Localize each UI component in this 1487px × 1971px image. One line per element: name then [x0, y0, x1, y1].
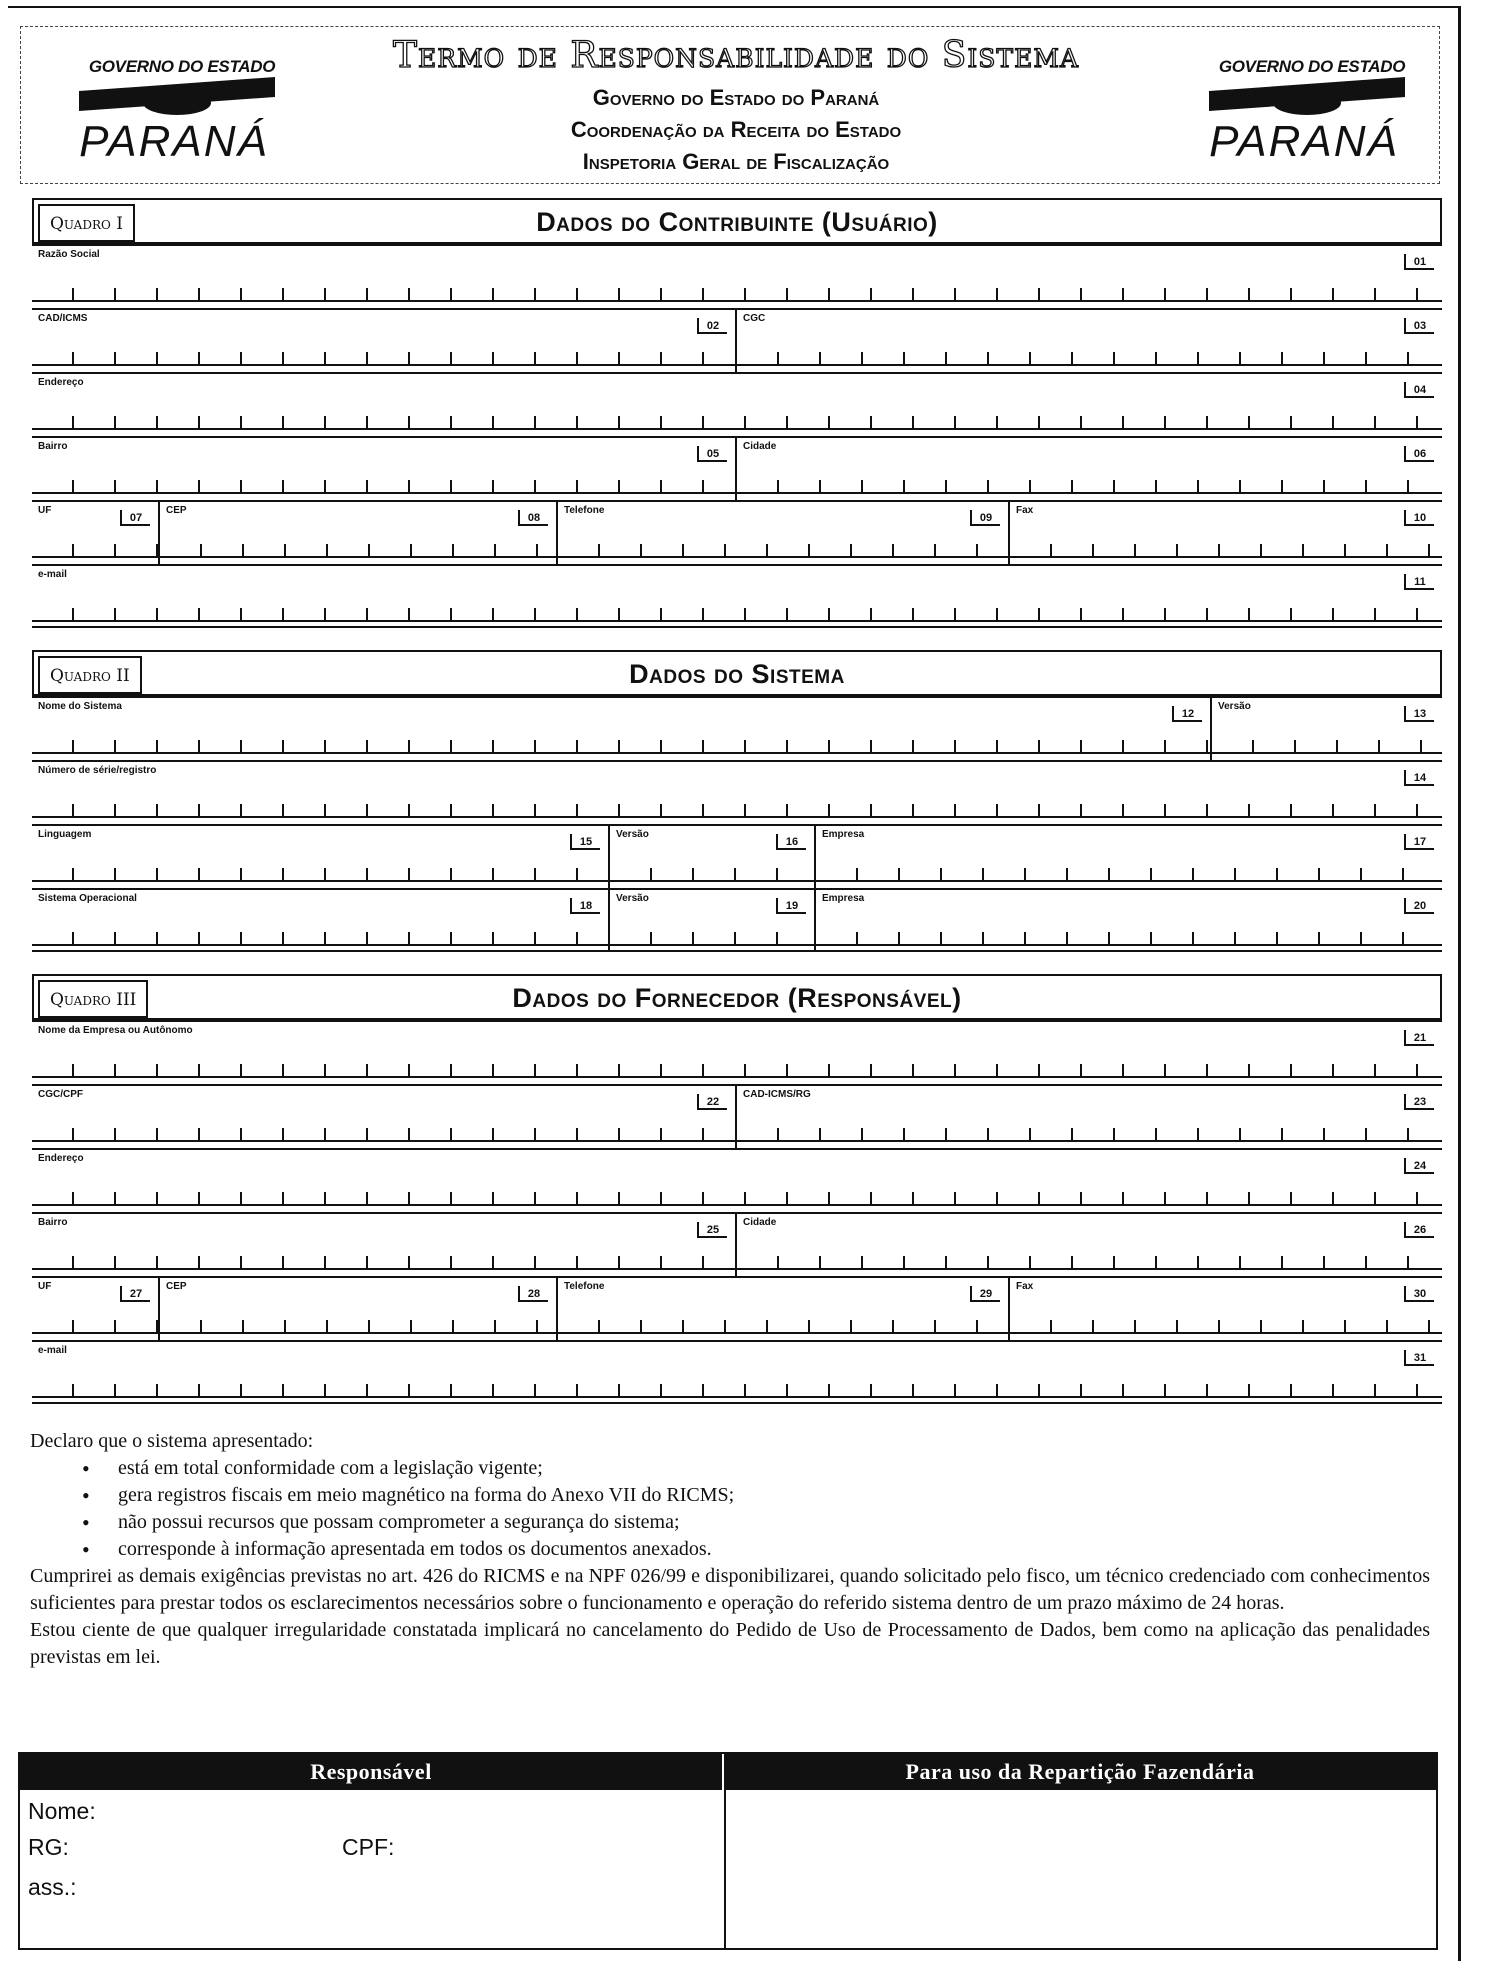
- field-number: 03: [1404, 318, 1434, 334]
- field-label: Número de série/registro: [38, 765, 157, 776]
- declaration-bullet: • está em total conformidade com a legislação vigente;: [82, 1455, 1430, 1482]
- field-uf[interactable]: [32, 1278, 158, 1340]
- character-ticks: [32, 928, 608, 946]
- field-versao-so[interactable]: [608, 890, 814, 952]
- field-cad-icms-rg[interactable]: [735, 1086, 1442, 1148]
- field-number: 02: [697, 318, 727, 334]
- field-row: [32, 1148, 1442, 1212]
- quadro-sistema: [22, 650, 1442, 972]
- quadro-tag: Quadro III: [38, 980, 148, 1018]
- field-label: Endereço: [38, 377, 84, 388]
- quadro-tag: Quadro I: [38, 204, 135, 242]
- signature-field[interactable]: ass.:: [28, 1874, 77, 1900]
- field-number: 26: [1404, 1222, 1434, 1238]
- field-label: CEP: [166, 1281, 187, 1292]
- form-header: [20, 26, 1440, 184]
- field-numero-serie[interactable]: [32, 762, 1442, 824]
- quadro-title: Dados do Contribuinte (Usuário): [536, 207, 938, 237]
- field-number: 07: [120, 510, 150, 526]
- field-telefone[interactable]: [556, 1278, 1008, 1340]
- field-number: 14: [1404, 770, 1434, 786]
- field-cep[interactable]: [158, 1278, 556, 1340]
- field-razao-social[interactable]: [32, 246, 1442, 308]
- field-row: [32, 760, 1442, 824]
- logo-gov-text: GOVERNO DO ESTADO: [88, 57, 276, 76]
- reparticao-header: Para uso da Repartição Fazendária: [724, 1754, 1436, 1790]
- character-ticks: [32, 348, 735, 366]
- parana-flag-icon: [1209, 77, 1409, 121]
- responsavel-header: Responsável: [20, 1754, 724, 1790]
- field-number: 05: [697, 446, 727, 462]
- character-ticks: [32, 1060, 1442, 1078]
- field-number: 17: [1404, 834, 1434, 850]
- declaration-paragraph-2: Estou ciente de que qualquer irregularidade constatada implicará no cancelamento do Pedido de Uso de Processamento de Dados, bem como na aplicação das penalidades previstas em lei.: [30, 1619, 1430, 1668]
- field-empresa-so[interactable]: [814, 890, 1442, 952]
- field-label: Fax: [1016, 505, 1034, 516]
- field-linguagem[interactable]: [32, 826, 608, 888]
- field-number: 15: [570, 834, 600, 850]
- character-ticks: [32, 1124, 735, 1142]
- logo-gov-text: GOVERNO DO ESTADO: [1218, 57, 1406, 76]
- signature-divider: [724, 1790, 726, 1950]
- field-endereco[interactable]: [32, 1150, 1442, 1212]
- field-label: UF: [38, 1281, 52, 1292]
- character-ticks: [558, 540, 1008, 558]
- field-label: CGC: [743, 313, 766, 324]
- field-number: 01: [1404, 254, 1434, 270]
- cpf-field[interactable]: CPF:: [342, 1834, 395, 1860]
- field-row: [32, 696, 1442, 760]
- field-number: 25: [697, 1222, 727, 1238]
- field-number: 22: [697, 1094, 727, 1110]
- field-label: Cidade: [743, 441, 777, 452]
- field-number: 28: [518, 1286, 548, 1302]
- field-label: CGC/CPF: [38, 1089, 83, 1100]
- field-label: Nome do Sistema: [38, 701, 122, 712]
- character-ticks: [32, 1316, 158, 1334]
- field-label: Sistema Operacional: [38, 893, 137, 904]
- field-number: 20: [1404, 898, 1434, 914]
- field-label: Nome da Empresa ou Autônomo: [38, 1025, 193, 1036]
- field-fax[interactable]: [1008, 502, 1442, 564]
- field-row: [32, 308, 1442, 372]
- declaration-paragraph-1: Cumprirei as demais exigências previstas no art. 426 do RICMS e na NPF 026/99 e disponibilizarei, quando solicitado pelo fisco, um técnico credenciado com conhecimentos suficientes para prestar todos os esclarecimentos necessários sobre o funcionamento e operação do referido sistema dentro de um prazo máximo de 24 horas.: [30, 1565, 1430, 1614]
- character-ticks: [558, 1316, 1008, 1334]
- declaration-text: [30, 1428, 1430, 1671]
- character-ticks: [816, 864, 1442, 882]
- character-ticks: [32, 476, 735, 494]
- character-ticks: [32, 284, 1442, 302]
- declaration-bullets: [82, 1455, 1430, 1563]
- character-ticks: [160, 540, 556, 558]
- field-row: [32, 1084, 1442, 1148]
- field-number: 13: [1404, 706, 1434, 722]
- field-row: [32, 372, 1442, 436]
- character-ticks: [32, 864, 608, 882]
- field-uf[interactable]: [32, 502, 158, 564]
- field-cidade[interactable]: [735, 438, 1442, 500]
- character-ticks: [32, 1380, 1442, 1398]
- quadro-contribuinte: [22, 198, 1442, 658]
- character-ticks: [32, 1252, 735, 1270]
- quadro-header: [32, 198, 1442, 244]
- field-cep[interactable]: [158, 502, 556, 564]
- character-ticks: [737, 1124, 1442, 1142]
- field-cgc[interactable]: [735, 310, 1442, 372]
- field-number: 12: [1172, 706, 1202, 722]
- field-label: CEP: [166, 505, 187, 516]
- nome-field[interactable]: Nome:: [28, 1798, 96, 1824]
- declaration-intro: Declaro que o sistema apresentado:: [30, 1430, 314, 1452]
- character-ticks: [610, 928, 814, 946]
- field-bairro[interactable]: [32, 438, 735, 500]
- field-row: [32, 1276, 1442, 1340]
- field-label: Cidade: [743, 1217, 777, 1228]
- field-number: 04: [1404, 382, 1434, 398]
- character-ticks: [32, 800, 1442, 818]
- field-label: Telefone: [564, 1281, 605, 1292]
- signature-table: [18, 1752, 1438, 1950]
- declaration-bullet: • gera registros fiscais em meio magnético na forma do Anexo VII do RICMS;: [82, 1482, 1430, 1509]
- character-ticks: [1010, 1316, 1442, 1334]
- quadro-fornecedor: [22, 974, 1442, 1434]
- field-versao-linguagem[interactable]: [608, 826, 814, 888]
- logo-brand-text: PARANÁ: [79, 117, 269, 166]
- field-number: 29: [970, 1286, 1000, 1302]
- header-line-coordenacao: Coordenação da Receita do Estado: [570, 117, 902, 142]
- header-line-governo: Governo do Estado do Paraná: [592, 85, 880, 110]
- quadro-header: [32, 974, 1442, 1020]
- field-label: e-mail: [38, 1345, 67, 1356]
- character-ticks: [610, 864, 814, 882]
- character-ticks: [737, 348, 1442, 366]
- field-nome-empresa[interactable]: [32, 1022, 1442, 1084]
- declaration-bullet: • corresponde à informação apresentada em todos os documentos anexados.: [82, 1536, 1430, 1563]
- character-ticks: [1010, 540, 1442, 558]
- field-label: Endereço: [38, 1153, 84, 1164]
- field-label: CAD/ICMS: [38, 313, 88, 324]
- character-ticks: [160, 1316, 556, 1334]
- field-cidade[interactable]: [735, 1214, 1442, 1276]
- character-ticks: [737, 476, 1442, 494]
- document-title: Termo de Responsabilidade do Sistema: [393, 35, 1079, 76]
- field-fax[interactable]: [1008, 1278, 1442, 1340]
- field-bairro[interactable]: [32, 1214, 735, 1276]
- character-ticks: [32, 604, 1442, 622]
- field-row: [32, 888, 1442, 952]
- field-label: Empresa: [822, 893, 865, 904]
- quadro-title: Dados do Fornecedor (Responsável): [512, 983, 962, 1013]
- field-row: [32, 824, 1442, 888]
- declaration-bullet: • não possui recursos que possam comprometer a segurança do sistema;: [82, 1509, 1430, 1536]
- field-telefone[interactable]: [556, 502, 1008, 564]
- character-ticks: [1212, 736, 1442, 754]
- character-ticks: [32, 412, 1442, 430]
- field-label: Fax: [1016, 1281, 1034, 1292]
- field-label: Bairro: [38, 1217, 68, 1228]
- field-row: [32, 244, 1442, 308]
- character-ticks: [32, 1188, 1442, 1206]
- field-number: 27: [120, 1286, 150, 1302]
- field-number: 24: [1404, 1158, 1434, 1174]
- field-label: Linguagem: [38, 829, 92, 840]
- field-number: 06: [1404, 446, 1434, 462]
- quadro-tag: Quadro II: [38, 656, 142, 694]
- field-email[interactable]: [32, 1342, 1442, 1404]
- character-ticks: [816, 928, 1442, 946]
- field-number: 23: [1404, 1094, 1434, 1110]
- field-row: [32, 564, 1442, 628]
- field-label: e-mail: [38, 569, 67, 580]
- field-label: UF: [38, 505, 52, 516]
- header-line-inspetoria: Inspetoria Geral de Fiscalização: [582, 149, 890, 174]
- field-nome-sistema[interactable]: [32, 698, 1210, 760]
- field-label: Telefone: [564, 505, 605, 516]
- field-row: [32, 500, 1442, 564]
- character-ticks: [32, 736, 1210, 754]
- field-number: 16: [776, 834, 806, 850]
- field-row: [32, 1020, 1442, 1084]
- field-row: [32, 436, 1442, 500]
- field-endereco[interactable]: [32, 374, 1442, 436]
- field-label: Versão: [616, 893, 649, 904]
- field-cad-icms[interactable]: [32, 310, 735, 372]
- field-label: Razão Social: [38, 249, 100, 260]
- field-number: 09: [970, 510, 1000, 526]
- field-number: 30: [1404, 1286, 1434, 1302]
- rg-field[interactable]: RG:: [28, 1834, 69, 1860]
- field-label: Empresa: [822, 829, 865, 840]
- field-number: 31: [1404, 1350, 1434, 1366]
- character-ticks: [32, 540, 158, 558]
- parana-logo-left: [59, 51, 289, 171]
- field-row: [32, 1340, 1442, 1404]
- quadro-title: Dados do Sistema: [629, 659, 845, 689]
- field-cgc-cpf[interactable]: [32, 1086, 735, 1148]
- field-versao-sistema[interactable]: [1210, 698, 1442, 760]
- logo-brand-text: PARANÁ: [1209, 117, 1399, 166]
- form-page: [8, 6, 1461, 1961]
- field-email[interactable]: [32, 566, 1442, 628]
- quadro-header: [32, 650, 1442, 696]
- character-ticks: [737, 1252, 1442, 1270]
- field-number: 19: [776, 898, 806, 914]
- field-label: Versão: [1218, 701, 1251, 712]
- field-empresa-linguagem[interactable]: [814, 826, 1442, 888]
- field-number: 11: [1404, 574, 1434, 590]
- parana-logo-right: [1189, 51, 1419, 171]
- field-label: Versão: [616, 829, 649, 840]
- field-row: [32, 1212, 1442, 1276]
- field-label: Bairro: [38, 441, 68, 452]
- field-number: 18: [570, 898, 600, 914]
- field-number: 10: [1404, 510, 1434, 526]
- field-sistema-operacional[interactable]: [32, 890, 608, 952]
- parana-flag-icon: [79, 77, 279, 121]
- field-label: CAD-ICMS/RG: [743, 1089, 811, 1100]
- field-number: 08: [518, 510, 548, 526]
- field-number: 21: [1404, 1030, 1434, 1046]
